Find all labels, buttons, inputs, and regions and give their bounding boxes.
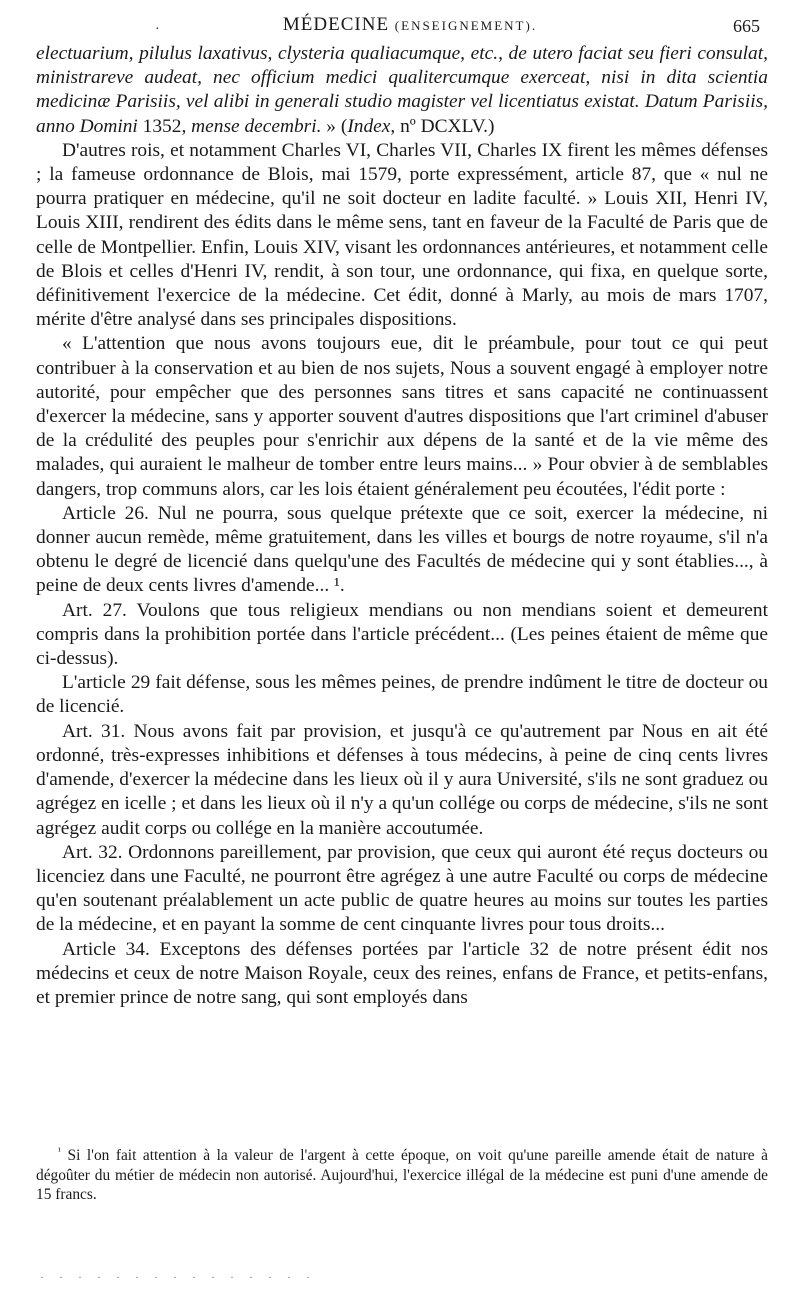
running-header: [60, 14, 760, 42]
footnotes: [36, 1142, 768, 1205]
paragraph: [36, 671, 768, 719]
paragraph: [36, 502, 768, 599]
footnote: [36, 1142, 768, 1205]
header-dot: ·: [155, 22, 160, 37]
footnote-marker: ¹: [58, 1146, 61, 1157]
paragraph: [36, 938, 768, 1011]
text-run: Art. 32. Ordonnons pareillement, par provision, que ceux qui auront été reçus docteurs ou licenciez dans une Faculté, ne pourront être agrégez à une autre Faculté ou corps de médecine qu'en soutenant préalablement un acte public de quatre heures au moins sur toutes les parties de la médecine, et en payant la somme de cent cinquante livres pour tous droits...: [36, 841, 768, 936]
paragraph: [36, 139, 768, 333]
paragraph: [36, 720, 768, 841]
text-run: , nº DCXLV.): [390, 115, 495, 137]
text-run: Art. 27. Voulons que tous religieux mendians ou non mendians soient et demeurent compris dans la prohibition portée dans l'article précédent... (Les peines étaient de même que ci-dessus).: [36, 599, 768, 670]
text-run: » (: [321, 115, 348, 137]
paragraph: [36, 42, 768, 139]
text-run: D'autres rois, et notamment Charles VI, Charles VII, Charles IX firent les mêmes défenses ; la fameuse ordonnance de Blois, mai 1579, porte expressément, article 87, que « nul ne pourra pratiquer en médecine, qu'il ne soit docteur en ladite faculté. » Louis XII, Henri IV, Louis XIII, rendirent des édits dans le même sens, tant en faveur de la Faculté de Paris que de celle de Montpellier. Enfin, Louis XIV, visant les ordonnances antérieures, et notamment celle de Blois et celles d'Henri IV, rendit, à son tour, une ordonnance, qui fixa, en quelque sorte, définitivement l'exercice de la médecine. Cet édit, donné à Marly, au mois de mars 1707, mérite d'être analysé dans ses principales dispositions.: [36, 139, 768, 331]
text-run: Art. 31. Nous avons fait par provision, et jusqu'à ce qu'autrement par Nous en ait été ordonné, très-expresses inhibitions et défenses à tous médecins, à peine de cinq cents livres d'amende, d'exercer la médecine dans les lieux où il y aura Université, s'ils ne sont graduez ou agrégez en icelle ; et dans les lieux où il n'y a qu'un collége ou corps de médecine, s'ils ne sont agrégez audit corps ou collége en la manière accoutumée.: [36, 720, 768, 839]
page-number: 665: [733, 16, 760, 36]
footnote-text: Si l'on fait attention à la valeur de l'argent à cette époque, on voit qu'une pareille amende était de nature à dégoûter du métier de médecin non autorisé. Aujourd'hui, l'exercice illégal de la médecine est puni d'une amende de 15 francs.: [36, 1147, 768, 1204]
scan-artifact-marks: · · · · · · · · · · · · · · ·: [40, 1270, 316, 1284]
paragraph: [36, 841, 768, 938]
italic-run: mense decembri.: [191, 115, 322, 137]
header-title-main: MÉDECINE: [282, 14, 390, 35]
text-run: L'article 29 fait défense, sous les mêmes peines, de prendre indûment le titre de docteur ou de licencié.: [36, 672, 768, 718]
text-run: Article 26. Nul ne pourra, sous quelque prétexte que ce soit, exercer la médecine, ni donner aucun remède, même gratuitement, dans les villes et bourgs de notre royaume, s'il n'a obtenu le degré de licencié dans quelqu'une des Facultés de médecine qui y sont établies..., à peine de deux cents livres d'amende... ¹.: [36, 502, 768, 597]
text-run: Article 34. Exceptons des défenses portées par l'article 32 de notre présent édit nos médecins et ceux de notre Maison Royale, ceux des reines, enfans de France, et petits-enfans, et premier prince de notre sang, qui sont employés dans: [36, 938, 768, 1008]
body-text: [36, 42, 768, 1010]
italic-run: electuarium, pilulus laxativus, clysteria qualiacumque, etc., de utero faciat seu fieri consulat, ministrareve audeat, nec officium medici qualitercumque exerceat, nisi in dita scientia medicinæ Parisiis, vel alibi in generali studio magister vel licentiatus existat. Datum Parisiis, anno Domini: [36, 43, 768, 137]
text-run: « L'attention que nous avons toujours eue, dit le préambule, pour tout ce qui peut contribuer à la conservation et au bien de nos sujets, Nous a souvent engagé à employer notre autorité, pour empêcher que des personnes sans titres et sans capacité ne continuassent d'exercer la médecine, sans y apporter souvent d'autres dispositions que l'art criminel d'abuser de la crédulité des peuples pour s'enrichir aux dépens de la santé et de la vie même des malades, qui auraient le malheur de tomber entre leurs mains... » Pour obvier à de semblables dangers, trop communs alors, car les lois étaient généralement peu écoutées, l'édit porte :: [36, 333, 768, 500]
header-title-sub: (ENSEIGNEMENT).: [394, 18, 538, 33]
paragraph: [36, 332, 768, 501]
italic-run: Index: [347, 115, 391, 137]
text-run: 1352,: [137, 115, 192, 137]
header-title: [60, 14, 760, 36]
paragraph: [36, 599, 768, 672]
